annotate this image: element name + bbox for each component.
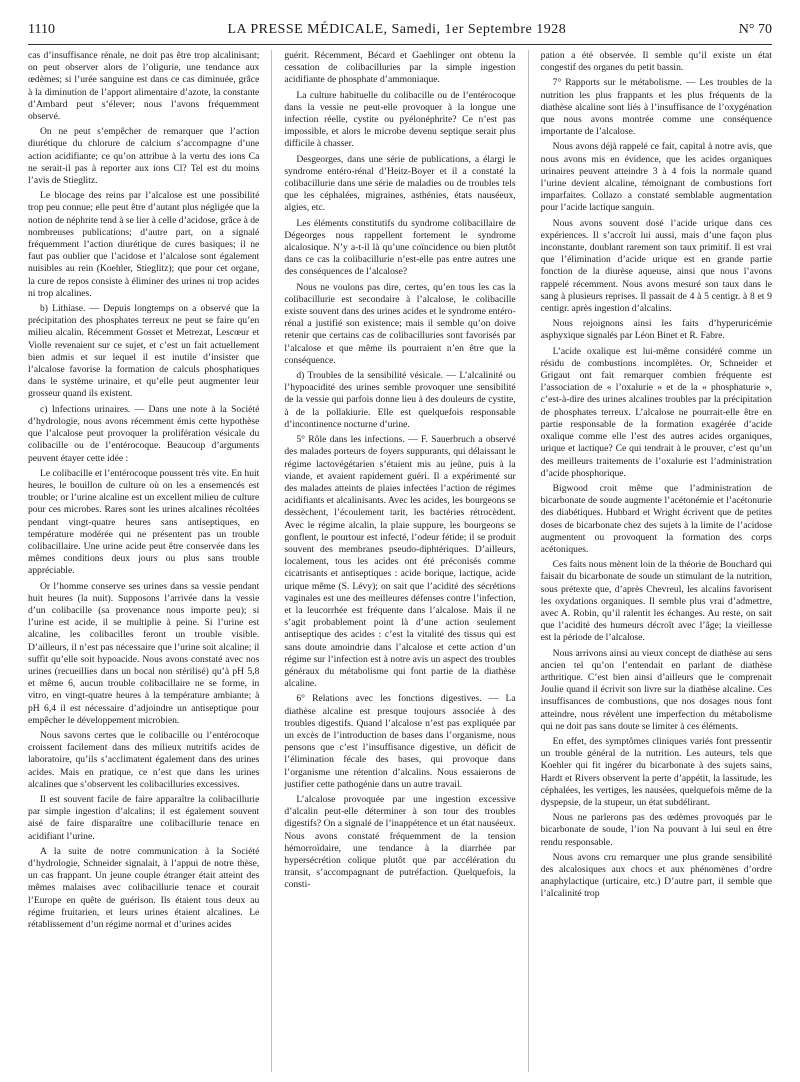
paragraph: 6° Relations avec les fonctions digestives. — La diathèse alcaline est presque toujours associée à des troubles digestifs. Quand l’alcalose n’est pas expliquée par un excès de l’introduction de bases dans l’organisme, nous pensons que c’est l’insuffisance digestive, un déficit de l’élimination fécale des bases, qui provoque dans l’organisme une rétention d’alcalins. Nous essaierons de justifier cette pathogénie dans un autre travail.: [284, 693, 516, 790]
paragraph: 5° Rôle dans les infections. — F. Sauerbruch a observé des malades porteurs de foyers suppurants, qui délaissant le régime lactovégétarien s’étaient mis au jeûne, puis à la viande, et avaient rapidement guéri. Il a expérimenté sur des malades atteints de plaies infectées l’action de régimes acidifiants et alcalinisants. Avec les acides, les bourgeons se dessèchent, l’écoulement tarit, les bactéries rétrocèdent. Avec le régime alcalin, la plaie suppure, les bourgeons se gonflent, le pourtour est infecté, l’odeur fétide; il se produit souvent des membranes pseudo-diphtériques. D’ailleurs, localement, tous les acides ont été préconisés comme cicatrisants et antiseptiques : acide borique, lactique, acide urique même (S. Lévy); on sait que l’acidité des sécrétions vaginales est une des meilleures défenses contre l’infection, et la leucorrhée est fréquente dans l’alcalose. Mais il ne s’agit probablement point là d’une action seulement antiseptique des acides : c’est la vitalité des tissus qui est sans doute amoindrie dans l’alcalose et cette action d’un régime sur l’infection est à notre avis un aspect des troubles généraux du métabolisme qui font partie de la diathèse alcaline.: [284, 434, 516, 690]
paragraph: pation a été observée. Il semble qu’il existe un état congestif des organes du petit bassin.: [540, 50, 772, 74]
paragraph: Ces faits nous mènent loin de la théorie de Bouchard qui faisait du bicarbonate de soude un stimulant de la nutrition, sous prétexte que, d’après Chevreul, les alcalins favorisent les oxydations organiques. Il semble plus vrai d’admettre, avec A. Robin, qu’il ralentit les échanges. Au reste, on sait que l’acidité des humeurs décroît avec l’âge; la vieillesse est la période de l’alcalose.: [540, 559, 772, 644]
paragraph: L’alcalose provoquée par une ingestion excessive d’alcalin peut-elle déterminer à son tour des troubles digestifs? On a signalé de l’inappétence et un état nauséeux. Nous avons constaté fréquemment de la tension hémorroïdaire, une tendance à la diarrhée par hypersécrétion colique plutôt que par accélération du transit, s’accompagnant de putréfaction. Quelquefois, la consti-: [284, 793, 516, 891]
paragraph: En effet, des symptômes cliniques variés font pressentir un trouble général de la nutrition. Les auteurs, tels que Koehler qui fit ingérer du bicarbonate à des sujets sains, Hardt et Rivers observent la perte d’appétit, la lassitude, les céphalées, les vertiges, les nausées, quelquefois même de la dyspepsie, de la stupeur, un état subdélirant.: [540, 735, 772, 808]
paragraph: Le colibacille et l’entérocoque poussent très vite. En huit heures, le bouillon de culture où on les a ensemencés est trouble; or l’urine alcaline est un excellent milieu de culture pour ces microbes. Rares sont les urines alcalines récoltées pendant vingt-quatre heures sans antiseptiques, en température modérée qui ne présentent pas un trouble colibacillaire. Une urine acide peut être conservée dans les mêmes conditions deux jours ou plus sans trouble appréciable.: [28, 467, 260, 577]
paragraph: La culture habituelle du colibacille ou de l’entérocoque dans la vessie ne peut-elle provoquer à la longue une infection réelle, cystite ou pyélonéphrite? Ce n’est pas impossible, et alors le microbe devenu septique serait plus difficile à chasser.: [284, 89, 516, 150]
paragraph: cas d’insuffisance rénale, ne doit pas être trop alcalinisant; on peut observer alors de l’oligurie, une tendance aux œdèmes; si l’urée sanguine est dans ce cas diminuée, grâce à la diminution de l’apport alimentaire d’azote, la constante d’Ambard peut s’élever; nous l’avons fréquemment observé.: [28, 50, 260, 123]
paragraph: Nous ne parlerons pas des œdèmes provoqués par le bicarbonate de soude, l’ion Na pouvant à lui seul en être rendu responsable.: [540, 812, 772, 848]
paragraph: Or l’homme conserve ses urines dans sa vessie pendant huit heures (la nuit). Supposons l’arrivée dans la vessie d’un colibacille (sa provenance nous importe peu); si l’urine est acide, il se multiplie à peine. Si l’urine est alcaline, les colibacilles feront un trouble visible. D’ailleurs, il n’est pas nécessaire que l’urine soit alcaline; il suffit qu’elle soit hypoacide. Nous avons constaté avec nos urines (recueillies dans un bocal non stérilisé) qu’à pH 5,8 et même 6, aucun trouble colibacillaire ne se forme, in vitro, en vingt-quatre heures à la température ambiante; à pH 6,4 il est nécessaire d’adjoindre un antiseptique pour empêcher le développement microbien.: [28, 580, 260, 726]
paragraph: On ne peut s’empêcher de remarquer que l’action diurétique du chlorure de calcium s’accompagne d’une action acidifiante; ce qu’on attribue à la vertu des ions Ca ne serait-il pas à reporter aux ions Cl? Tel est du moins l’avis de Stieglitz.: [28, 126, 260, 187]
paragraph: Nous rejoignons ainsi les faits d’hyperuricémie asphyxique signalés par Léon Binet et R. Fabre.: [540, 318, 772, 342]
paragraph: A la suite de notre communication à la Société d’hydrologie, Schneider signalait, à l’appui de notre thèse, un cas frappant. Un jeune couple étranger était atteint des mêmes malaises avec colibacillurie tenace et courait l’Europe en quête de guérison. Ils étaient tous deux au régime fruitarien, et leurs urines étaient alcalines. Le rétablissement d’un régime normal et d’urines acides: [28, 845, 260, 931]
issue-number: N° 70: [738, 22, 772, 37]
column-divider: [528, 50, 529, 1072]
paragraph: Bigwood croit même que l’administration de bicarbonate de soude augmente l’acétonémie et l’acétonurie des diabétiques. Hubbard et Wright écrivent que de petites doses de bicarbonate chez des sujets à la limite de l’acidose augmentent ou provoquent la formation des corps acétoniques.: [540, 482, 772, 555]
column-divider: [271, 50, 272, 1072]
paragraph: Nous savons certes que le colibacille ou l’entérocoque croissent facilement dans des milieux nutritifs acides de laboratoire, qu’ils s’acclimatent également dans des urines acides. Mais en pratique, ce n’est que dans les urines alcalines que s’observent les colibacilluries excessives.: [28, 729, 260, 790]
page-header: [28, 22, 772, 42]
paragraph: Les éléments constitutifs du syndrome colibacillaire de Dégeorges nous rappellent fortement le syndrome alcalosique. N’y a-t-il là qu’une coïncidence ou bien plutôt dans ce cas la colibacillurie n’est-elle pas entre autres une des conséquences de l’alcalose?: [284, 217, 516, 278]
paragraph: Nous avons souvent dosé l’acide urique dans ces expériences. Il s’accroît lui aussi, mais d’une façon plus inconstante, doublant rarement son taux primitif. Il est vrai que l’élimination d’acide urique est en grande partie fonction de la diurèse aqueuse, ainsi que nous l’avons rappelé récemment. Nous avons mesuré son taux dans le sang à plusieurs reprises. Il passait de 4 à 5 centigr. à 8 et 9 centigr. après ingestion d’alcalins.: [540, 217, 772, 315]
paragraph: c) Infections urinaires. — Dans une note à la Société d’hydrologie, nous avons récemment émis cette hypothèse que l’alcalose peut provoquer la prolifération vésicale du colibacille ou de l’entérocoque. Beaucoup d’arguments peuvent étayer cette idée :: [28, 403, 260, 464]
paragraph: 7° Rapports sur le métabolisme. — Les troubles de la nutrition les plus frappants et les plus fréquents de la diathèse alcaline sont liés à l’insuffisance de l’oxygénation que nous avons montrée comme une conséquence importante de l’alcalose.: [540, 77, 772, 138]
paragraph: Le blocage des reins par l’alcalose est une possibilité trop peu connue; elle peut être d’autant plus négligée que la notion de néphrite tend à se lier à celle d’acidose, grâce à de nombreuses publications; d’autre part, on a signalé fréquemment l’action diurétique de cures basiques; il ne faut pas oublier que l’acidose et l’alcalose sont également nuisibles au rein (Koehler, Stieglitz); que pour cet organe, la cure de repos consiste à éliminer des urines ni trop acides ni trop alcalines.: [28, 190, 260, 299]
paragraph: b) Lithiase. — Depuis longtemps on a observé que la précipitation des phosphates terreux ne peut se faire qu’en milieu alcalin. Récemment Gosset et Metrezat, Lescœur et Violle revenaient sur ce sujet, et c’est un fait actuellement bien admis et sur lequel il est inutile d’insister que l’alcalose favorise la formation de calculs phosphatiques dans le système urinaire, et qu’elle peut augmenter leur grosseur quand ils existent.: [28, 303, 260, 400]
paragraph: Nous avons cru remarquer une plus grande sensibilité des alcalosiques aux chocs et aux phénomènes d’ordre anaphylactique (urticaire, etc.) D’autre part, il semble que l’alcalinité trop: [540, 851, 772, 900]
article-body: [28, 50, 772, 1072]
paragraph: Nous ne voulons pas dire, certes, qu’en tous les cas la colibacillurie est secondaire à l’alcalose, le colibacille existe souvent dans des urines acides et le syndrome entéro-rénal a justifié son existence; mais il semble qu’on doive retenir que certains cas de colibacilluries sont favorisés par l’alcalose et que même ils pourraient n’en être que la conséquence.: [284, 281, 516, 366]
column-3: [541, 50, 772, 1072]
column-1: [28, 50, 259, 1072]
paragraph: guérit. Récemment, Bécard et Gaehlinger ont obtenu la cessation de colibacilluries par la simple ingestion acidifiante de phosphate d’ammoniaque.: [284, 50, 516, 86]
paragraph: d) Troubles de la sensibilité vésicale. — L’alcalinité ou l’hypoacidité des urines semble provoquer une sensibilité de la vessie qui parfois donne lieu à des douleurs de cystite, à de la pollakiurie. Elle est quelquefois responsable d’incontinence nocturne d’urine.: [284, 370, 516, 430]
journal-title: LA PRESSE MÉDICALE, Samedi, 1er Septembre 1928: [227, 22, 567, 37]
paragraph: Desgeorges, dans une série de publications, a élargi le syndrome entéro-rénal d’Heitz-Boyer et il a constaté la colibacillurie dans une série de maladies ou de troubles tels que les céphalées, migraines, asthénies, états nauséeux, algies, etc.: [284, 153, 516, 214]
paragraph: Nous arrivons ainsi au vieux concept de diathèse au sens ancien tel qu’on l’entendait en parlant de diathèse arthritique. C’est bien ainsi d’ailleurs que le comprenait Joulie quand il écrivit son livre sur la diathèse alcaline. Ces insuffisances de combustions, que nos dosages nous font atteindre, nous révèlent une imperfection du métabolisme qui ne doit pas sans doute se limiter à ces éléments.: [540, 647, 772, 732]
column-2: [284, 50, 515, 1072]
page-number: 1110: [28, 22, 55, 37]
paragraph: Il est souvent facile de faire apparaître la colibacillurie par simple ingestion d’alcalins; il est également souvent aisé de faire disparaître une colibacillurie tenace en acidifiant l’urine.: [28, 793, 260, 842]
header-rule: [28, 44, 772, 45]
paragraph: L’acide oxalique est lui-même considéré comme un résidu de combustions incomplètes. Or, Schneider et Grigaut ont fait remarquer combien fréquente est l’association de « l’oxalurie » et de la « phosphaturie », c’est-à-dire des urines alcalines troubles par la précipitation de phosphates terreux. L’alcalose ne pourrait-elle être en partie responsable de la formation exagérée d’acide oxalique comme elle l’est des autres acides organiques, urique et lactique? Ce qui tendrait à le prouver, c’est qu’un des meilleurs traitements de l’oxalurie est l’administration d’acide phosphorique.: [540, 345, 772, 479]
paragraph: Nous avons déjà rappelé ce fait, capital à notre avis, que nous avons mis en évidence, que les acides organiques urinaires peuvent atteindre 3 à 4 fois la normale quand l’urine devient alcaline, témoignant de combustions fort imparfaites. Collazo a constaté semblable augmentation pour l’acide lactique sanguin.: [540, 141, 772, 214]
